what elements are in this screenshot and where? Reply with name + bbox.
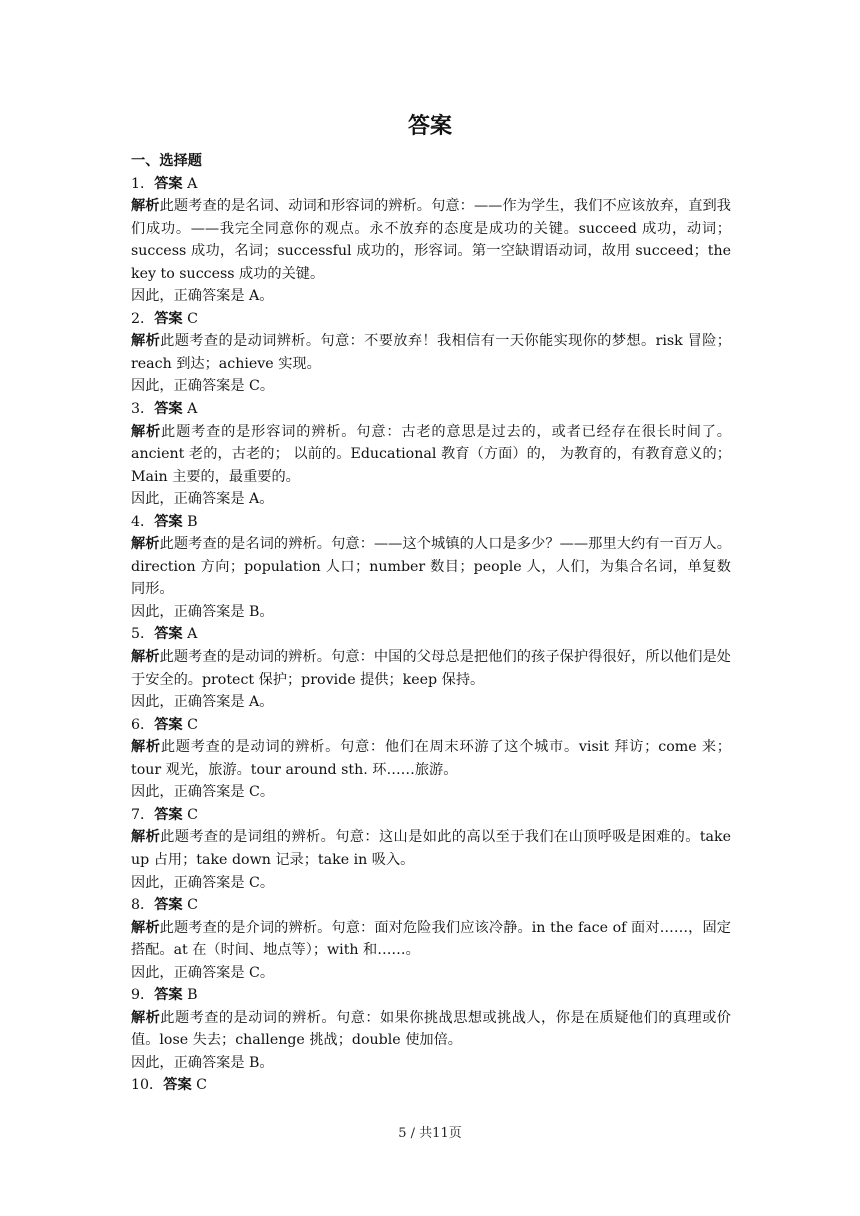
answer-choice: C [187,897,198,914]
answer-label: 答案 [154,716,183,733]
conclusion-line: 因此，正确答案是 B。 [131,603,274,620]
answer-label: 答案 [154,806,183,823]
explanation [131,421,731,489]
question-block [131,173,731,308]
section-heading: 一、选择题 [131,153,202,169]
answer-choice: B [187,513,198,530]
answer-label: 答案 [154,310,183,327]
answer-choice: B [187,987,198,1004]
conclusion-line: 因此，正确答案是 C。 [131,378,275,395]
answer-label: 答案 [154,987,183,1004]
question-number: 10． [131,1077,164,1094]
conclusion-line: 因此，正确答案是 C。 [131,874,275,891]
explanation-label: 解析 [131,1009,161,1026]
question-block [131,398,731,511]
answer-label: 答案 [154,175,183,192]
explanation [131,1007,731,1052]
explanation-label: 解析 [131,333,161,350]
question-number: 1． [131,175,155,192]
explanation-label: 解析 [131,649,160,666]
answer-choice: A [187,175,198,192]
explanation-label: 解析 [131,919,160,936]
explanation-label: 解析 [131,198,160,215]
explanation-label: 解析 [131,423,162,440]
conclusion-line: 因此，正确答案是 B。 [131,1054,274,1071]
question-number: 9． [131,987,155,1004]
explanation-text: 此题考查的是动词的辨析。句意：如果你挑战思想或挑战人，你是在质疑他们的真理或价值。lose 失去；challenge 挑战；double 使加倍。 [131,1009,731,1049]
question-block [131,804,731,894]
explanation [131,917,731,962]
conclusion-line: 因此，正确答案是 A。 [131,288,274,305]
explanation [131,736,731,781]
question-number: 6． [131,716,155,733]
question-number: 4． [131,513,155,530]
question-heading [131,984,731,1007]
explanation [131,826,731,871]
explanation [131,330,731,375]
answer-choice: C [187,806,198,823]
answer-label: 答案 [154,897,183,914]
question-heading [131,511,731,534]
question-number: 7． [131,806,155,823]
explanation-text: 此题考查的是动词的辨析。句意：他们在周末环游了这个城市。visit 拜访；come 来；tour 观光，旅游。tour around sth. 环……旅游。 [131,739,731,778]
page-title: 答案 [407,114,452,139]
explanation-label: 解析 [131,739,161,756]
answer-label: 答案 [154,513,183,530]
conclusion-line: 因此，正确答案是 A。 [131,491,274,508]
explanation-text: 此题考查的是动词辨析。句意：不要放弃！我相信有一天你能实现你的梦想。risk 冒险；reach 到达；achieve 实现。 [131,333,731,372]
explanation-text: 此题考查的是词组的辨析。句意：这山是如此的高以至于我们在山顶呼吸是困难的。take up 占用；take down 记录；take in 吸入。 [131,829,731,868]
question-block [131,623,731,713]
question-block [131,894,731,984]
conclusion-line: 因此，正确答案是 C。 [131,964,275,981]
explanation [131,195,731,285]
question-heading [131,1074,731,1097]
question-heading [131,714,731,737]
question-block [131,984,731,1074]
answer-choice: C [187,310,198,327]
question-number: 8． [131,897,155,914]
explanation-label: 解析 [131,829,161,846]
question-block [131,308,731,398]
explanation [131,646,731,691]
conclusion-line: 因此，正确答案是 C。 [131,784,275,801]
answer-label: 答案 [163,1077,192,1094]
answer-label: 答案 [154,626,183,643]
answer-label: 答案 [154,401,183,418]
question-heading [131,623,731,646]
answer-choice: C [196,1077,208,1094]
explanation-text: 此题考查的是形容词的辨析。句意：古老的意思是过去的，或者已经存在很长时间了。ancient 老的，古老的； 以前的。Educational 教育（方面）的， 为教育的，有教育意义的；Main 主要的，最重要的。 [131,423,731,485]
question-heading [131,308,731,331]
answer-content [131,150,731,1097]
explanation-text: 此题考查的是动词的辨析。句意：中国的父母总是把他们的孩子保护得很好，所以他们是处于安全的。protect 保护；provide 提供；keep 保持。 [131,649,731,688]
explanation-text: 此题考查的是名词的辨析。句意：——这个城镇的人口是多少？——那里大约有一百万人。direction 方向；population 人口；number 数目；people 人，人们，为集合名词，单复数同形。 [131,536,731,598]
explanation-text: 此题考查的是名词、动词和形容词的辨析。句意：——作为学生，我们不应该放弃，直到我们成功。——我完全同意你的观点。永不放弃的态度是成功的关键。succeed 成功，动词；success 成功，名词；successful 成功的，形容词。第一空缺谓语动词，故用 succeed；the key to success 成功的关键。 [131,198,731,282]
answer-choice: A [187,401,198,418]
question-block [131,714,731,804]
explanation [131,533,731,601]
question-heading [131,804,731,827]
question-heading [131,398,731,421]
question-number: 5． [131,626,155,643]
question-number: 2． [131,310,155,327]
question-heading [131,173,731,196]
answer-choice: A [187,626,198,643]
page-number: 5 / 共11页 [398,1126,462,1141]
conclusion-line: 因此，正确答案是 A。 [131,694,274,711]
question-list [131,173,731,1075]
question-block [131,511,731,624]
question-heading [131,894,731,917]
explanation-text: 此题考查的是介词的辨析。句意：面对危险我们应该冷静。in the face of 面对……，固定搭配。at 在（时间、地点等）；with 和……。 [131,919,731,959]
explanation-label: 解析 [131,536,160,553]
question-number: 3． [131,401,155,418]
answer-choice: C [187,716,198,733]
